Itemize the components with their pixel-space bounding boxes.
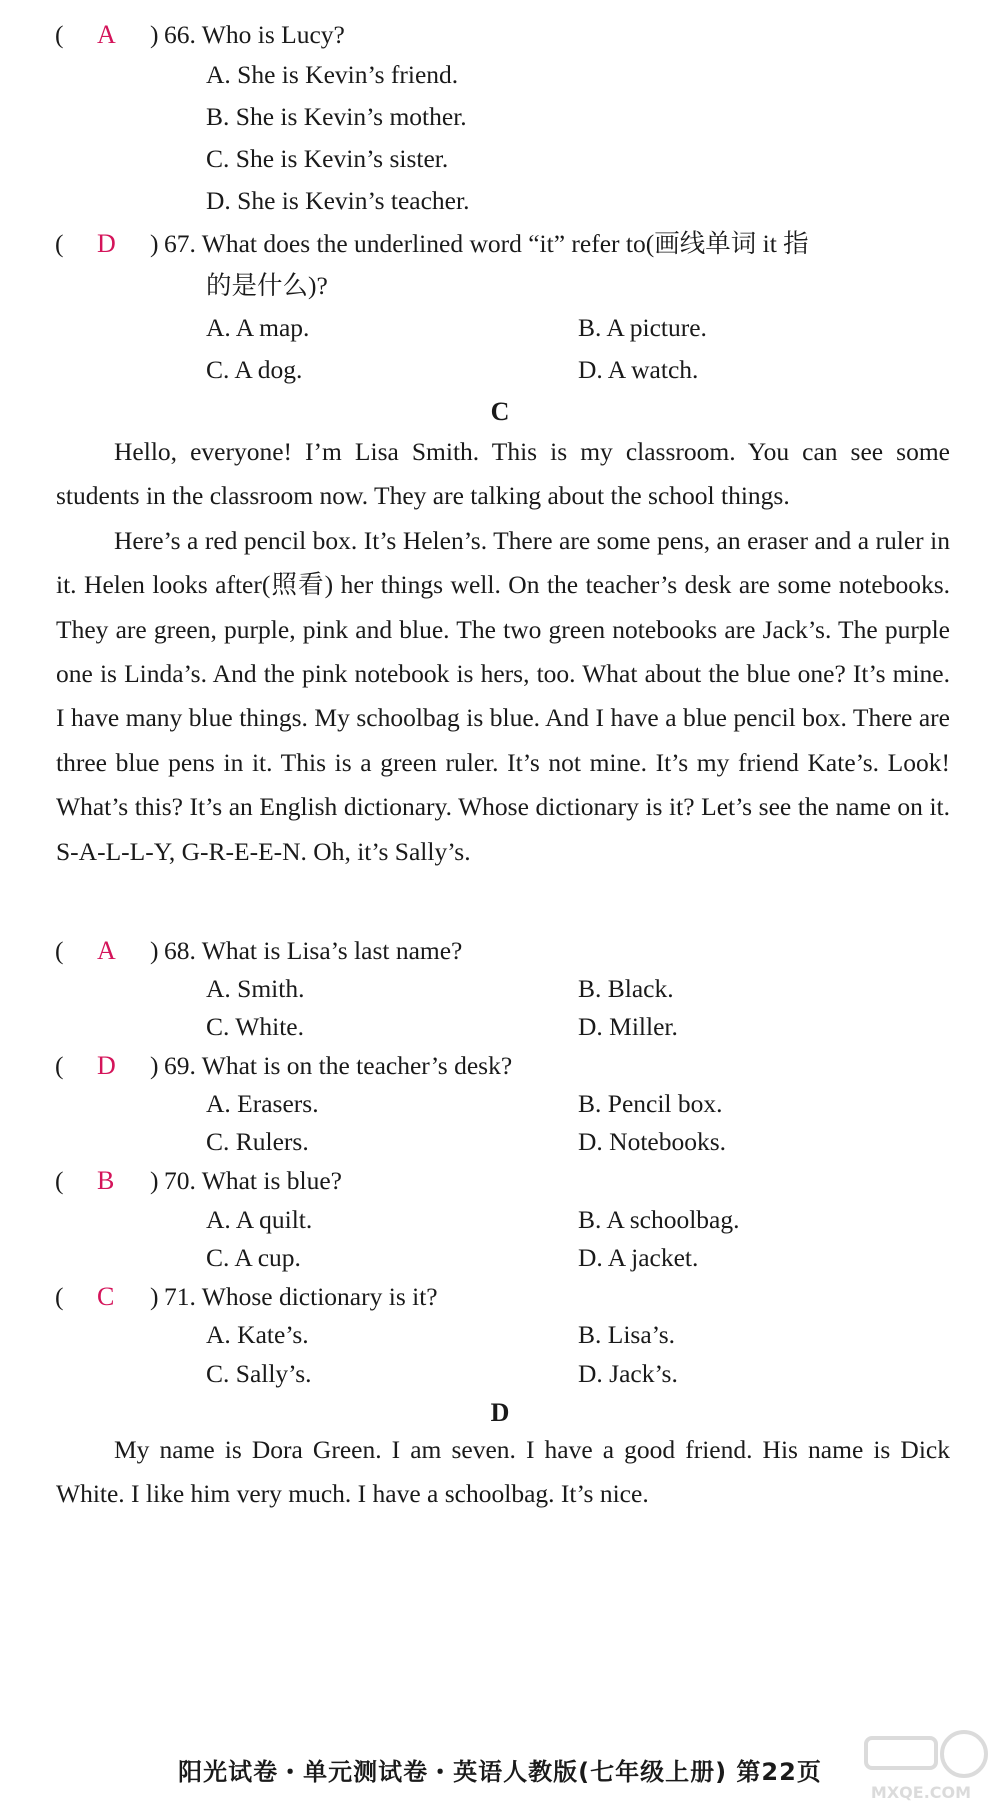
question-67-stem-line2: 的是什么)? [206, 271, 328, 300]
question-67-stem-line1: 67. What does the underlined word “it” refer to(画线单词 it 指 [164, 229, 809, 258]
open-paren: ( [55, 1282, 64, 1311]
open-paren: ( [55, 936, 64, 965]
option-71-d: D. Jack’s. [578, 1359, 678, 1388]
section-c-paragraph-2: Here’s a red pencil box. It’s Helen’s. There are some pens, an eraser and a ruler in it. Helen looks after(照看) her things well. On the teacher’s desk are some notebooks. They are green, purple, pink and blue. The two green notebooks are Jack’s. The purple one is Linda’s. And the pink notebook is hers, too. What about the blue one? It’s mine. I have many blue things. My schoolbag is blue. And I have a blue pencil box. There are three blue pens in it. This is a green ruler. It’s not mine. It’s my friend Kate’s. Look! What’s this? It’s an English dictionary. Whose dictionary is it? Let’s see the name on it. S-A-L-L-Y, G-R-E-E-N. Oh, it’s Sally’s. [56, 525, 950, 866]
answer-68: A [97, 936, 116, 965]
answer-69: D [97, 1051, 116, 1080]
option-69-c: C. Rulers. [206, 1127, 309, 1156]
option-67-a: A. A map. [206, 313, 310, 342]
open-paren: ( [55, 229, 64, 258]
close-paren: ) [150, 1051, 159, 1080]
option-69-a: A. Erasers. [206, 1089, 319, 1118]
option-71-b: B. Lisa’s. [578, 1320, 676, 1349]
question-71-stem: 71. Whose dictionary is it? [164, 1282, 438, 1311]
option-68-a: A. Smith. [206, 974, 305, 1003]
close-paren: ) [150, 229, 159, 258]
section-c-title: C [490, 397, 510, 426]
option-67-d: D. A watch. [578, 355, 699, 384]
question-69-stem: 69. What is on the teacher’s desk? [164, 1051, 513, 1080]
option-68-c: C. White. [206, 1012, 304, 1041]
watermark-logo [846, 1724, 996, 1804]
watermark-box [866, 1738, 936, 1768]
option-69-b: B. Pencil box. [578, 1089, 723, 1118]
option-70-a: A. A quilt. [206, 1205, 313, 1234]
close-paren: ) [150, 936, 159, 965]
option-71-c: C. Sally’s. [206, 1359, 312, 1388]
option-68-d: D. Miller. [578, 1012, 678, 1041]
watermark-circle [942, 1732, 986, 1776]
section-d-title: D [490, 1398, 510, 1427]
open-paren: ( [55, 1051, 64, 1080]
option-67-b: B. A picture. [578, 313, 707, 342]
option-66-d: D. She is Kevin’s teacher. [206, 186, 470, 215]
option-69-d: D. Notebooks. [578, 1127, 727, 1156]
answer-66: A [97, 20, 116, 49]
page-footer: 阳光试卷・单元测试卷・英语人教版(七年级上册) 第22页 [178, 1758, 822, 1786]
close-paren: ) [150, 1282, 159, 1311]
answer-67: D [97, 229, 116, 258]
option-67-c: C. A dog. [206, 355, 303, 384]
section-c-passage [56, 430, 950, 874]
option-66-b: B. She is Kevin’s mother. [206, 102, 467, 131]
answer-70: B [97, 1166, 115, 1195]
question-70-stem: 70. What is blue? [164, 1166, 342, 1195]
close-paren: ) [150, 1166, 159, 1195]
option-68-b: B. Black. [578, 974, 674, 1003]
watermark-text: MXQE.COM [870, 1783, 972, 1802]
close-paren: ) [150, 20, 159, 49]
section-c-paragraph-1: Hello, everyone! I’m Lisa Smith. This is my classroom. You can see some students in the classroom now. They are talking about the school things. [56, 437, 950, 511]
option-70-d: D. A jacket. [578, 1243, 699, 1272]
option-66-c: C. She is Kevin’s sister. [206, 144, 449, 173]
open-paren: ( [55, 1166, 64, 1195]
answer-71: C [97, 1282, 115, 1311]
option-70-b: B. A schoolbag. [578, 1205, 740, 1234]
option-66-a: A. She is Kevin’s friend. [206, 60, 459, 89]
open-paren: ( [55, 20, 64, 49]
question-68-stem: 68. What is Lisa’s last name? [164, 936, 463, 965]
option-71-a: A. Kate’s. [206, 1320, 309, 1349]
question-66-stem: 66. Who is Lucy? [164, 20, 345, 49]
section-d-passage [56, 1428, 950, 1517]
option-70-c: C. A cup. [206, 1243, 301, 1272]
section-d-paragraph-1: My name is Dora Green. I am seven. I have a good friend. His name is Dick White. I like him very much. I have a schoolbag. It’s nice. [56, 1435, 950, 1509]
